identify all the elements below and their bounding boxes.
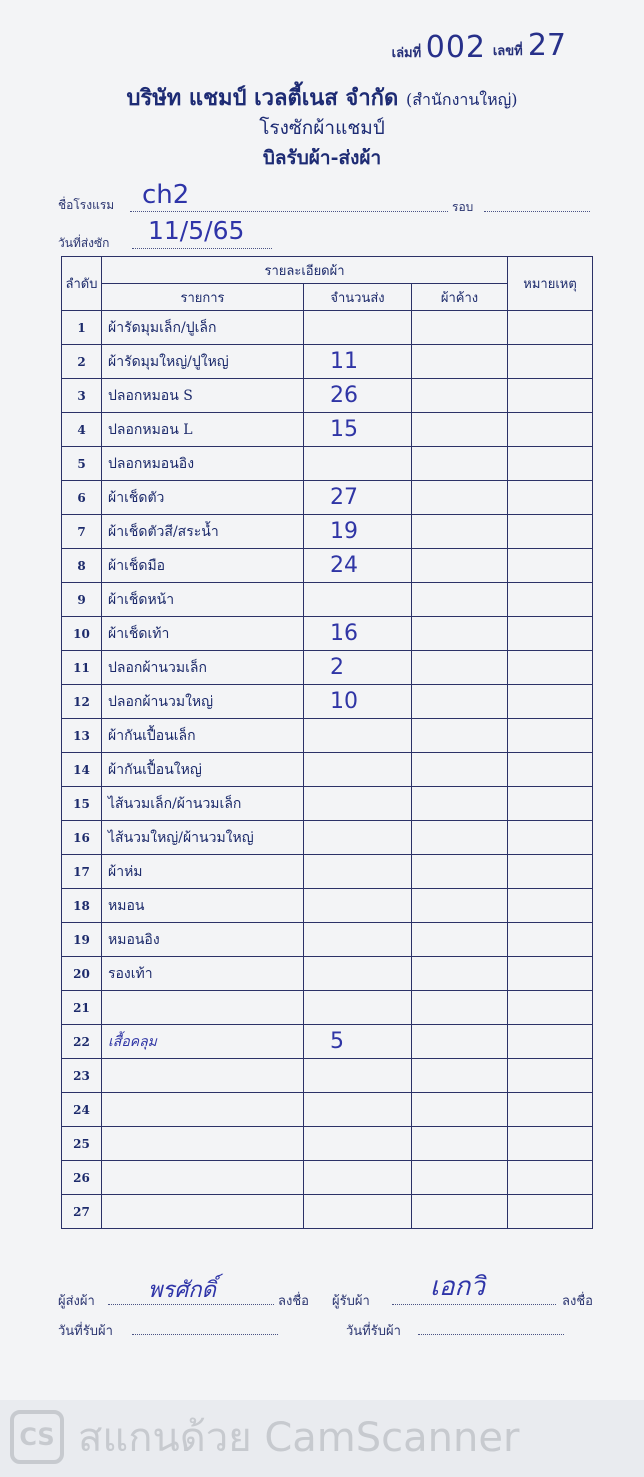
- receiver-sign-label: ลงชื่อ: [562, 1294, 593, 1309]
- row-qty[interactable]: 15: [304, 413, 412, 447]
- row-pending[interactable]: [412, 1093, 508, 1127]
- hotel-line: [130, 211, 448, 212]
- table-row: [62, 583, 593, 617]
- row-pending[interactable]: [412, 1025, 508, 1059]
- table-row: [62, 515, 593, 549]
- row-remark[interactable]: [508, 515, 593, 549]
- header-pending: ผ้าค้าง: [412, 284, 508, 311]
- row-qty[interactable]: [304, 1195, 412, 1229]
- row-item: ผ้ารัดมุมใหญ่/ปูใหญ่: [102, 345, 304, 379]
- row-remark[interactable]: [508, 991, 593, 1025]
- row-remark[interactable]: [508, 1059, 593, 1093]
- row-number: 27: [62, 1195, 102, 1229]
- row-item: ปลอกผ้านวมใหญ่: [102, 685, 304, 719]
- row-number: 22: [62, 1025, 102, 1059]
- row-pending[interactable]: [412, 379, 508, 413]
- row-pending[interactable]: [412, 447, 508, 481]
- row-qty[interactable]: 16: [304, 617, 412, 651]
- row-item: [102, 1059, 304, 1093]
- row-qty[interactable]: 26: [304, 379, 412, 413]
- table-row: [62, 447, 593, 481]
- row-item: ผ้ากันเปื้อนใหญ่: [102, 753, 304, 787]
- row-pending[interactable]: [412, 855, 508, 889]
- date-label: วันที่ส่งซัก: [58, 236, 110, 250]
- row-pending[interactable]: [412, 685, 508, 719]
- row-item: ปลอกหมอน L: [102, 413, 304, 447]
- row-number: 11: [62, 651, 102, 685]
- document-number-value: 27: [527, 28, 566, 63]
- row-remark[interactable]: [508, 345, 593, 379]
- row-remark[interactable]: [508, 651, 593, 685]
- row-pending[interactable]: [412, 515, 508, 549]
- table-row: [62, 855, 593, 889]
- book-number-label: เล่มที่: [391, 46, 422, 61]
- company-name: [0, 80, 644, 115]
- row-qty[interactable]: [304, 991, 412, 1025]
- row-pending[interactable]: [412, 991, 508, 1025]
- row-item: ผ้าเช็ดตัว: [102, 481, 304, 515]
- round-label: รอบ: [452, 200, 474, 214]
- header-remark: หมายเหตุ: [508, 257, 593, 311]
- row-remark[interactable]: [508, 889, 593, 923]
- row-pending[interactable]: [412, 311, 508, 345]
- table-row: [62, 1059, 593, 1093]
- row-qty[interactable]: [304, 957, 412, 991]
- row-remark[interactable]: [508, 719, 593, 753]
- row-number: 14: [62, 753, 102, 787]
- row-item: ผ้าเช็ดมือ: [102, 549, 304, 583]
- row-number: 18: [62, 889, 102, 923]
- row-number: 16: [62, 821, 102, 855]
- row-item: ไส้นวมเล็ก/ผ้านวมเล็ก: [102, 787, 304, 821]
- row-item: [102, 1161, 304, 1195]
- row-remark[interactable]: [508, 1025, 593, 1059]
- row-number: 6: [62, 481, 102, 515]
- hotel-label: ชื่อโรงแรม: [58, 198, 115, 212]
- row-item: [102, 1195, 304, 1229]
- receive-date-line: [132, 1334, 278, 1335]
- sender-label: ผู้ส่งผ้า: [58, 1294, 95, 1309]
- row-number: 4: [62, 413, 102, 447]
- row-number: 13: [62, 719, 102, 753]
- table-row: [62, 719, 593, 753]
- sender-signature[interactable]: พรศักดิ์: [148, 1278, 216, 1303]
- row-qty[interactable]: [304, 787, 412, 821]
- sender-sign-label: ลงชื่อ: [278, 1294, 309, 1309]
- row-pending[interactable]: [412, 1195, 508, 1229]
- row-remark[interactable]: [508, 583, 593, 617]
- row-remark[interactable]: [508, 787, 593, 821]
- row-qty[interactable]: 19: [304, 515, 412, 549]
- row-pending[interactable]: [412, 345, 508, 379]
- header-qty: จำนวนส่ง: [304, 284, 412, 311]
- table-body: [62, 311, 593, 1229]
- table-row: [62, 651, 593, 685]
- row-qty[interactable]: [304, 923, 412, 957]
- company-name-text: บริษัท แชมป์ เวลตี้เนส จำกัด: [126, 85, 399, 111]
- row-qty[interactable]: 10: [304, 685, 412, 719]
- row-number: 10: [62, 617, 102, 651]
- row-item: หมอนอิง: [102, 923, 304, 957]
- table-row: [62, 1195, 593, 1229]
- row-remark[interactable]: [508, 821, 593, 855]
- row-number: 3: [62, 379, 102, 413]
- row-number: 7: [62, 515, 102, 549]
- camscanner-watermark: [10, 1404, 634, 1470]
- row-remark[interactable]: [508, 617, 593, 651]
- row-item: ปลอกหมอนอิง: [102, 447, 304, 481]
- book-number-value: 002: [425, 30, 486, 65]
- row-qty[interactable]: 11: [304, 345, 412, 379]
- row-qty[interactable]: [304, 821, 412, 855]
- row-number: 1: [62, 311, 102, 345]
- row-number: 21: [62, 991, 102, 1025]
- row-qty[interactable]: [304, 889, 412, 923]
- row-item: ไส้นวมใหญ่/ผ้านวมใหญ่: [102, 821, 304, 855]
- row-pending[interactable]: [412, 923, 508, 957]
- row-item: หมอน: [102, 889, 304, 923]
- row-pending[interactable]: [412, 1059, 508, 1093]
- row-item: [102, 991, 304, 1025]
- watermark-text: สแกนด้วย CamScanner: [78, 1415, 520, 1461]
- camscanner-logo-icon: CS: [10, 1410, 64, 1464]
- row-remark[interactable]: [508, 1127, 593, 1161]
- row-item: ผ้าห่ม: [102, 855, 304, 889]
- row-remark[interactable]: [508, 923, 593, 957]
- receive-date-label-2: วันที่รับผ้า: [346, 1324, 401, 1339]
- table-row: [62, 379, 593, 413]
- row-qty[interactable]: [304, 1059, 412, 1093]
- row-item: เสื้อคลุม: [102, 1025, 304, 1059]
- date-line: [132, 248, 272, 249]
- row-qty[interactable]: 5: [304, 1025, 412, 1059]
- row-qty[interactable]: 27: [304, 481, 412, 515]
- row-remark[interactable]: [508, 855, 593, 889]
- row-qty[interactable]: [304, 719, 412, 753]
- row-number: 19: [62, 923, 102, 957]
- header-no: ลำดับ: [62, 257, 102, 311]
- row-remark[interactable]: [508, 413, 593, 447]
- table-row: [62, 787, 593, 821]
- row-remark[interactable]: [508, 685, 593, 719]
- row-qty[interactable]: 2: [304, 651, 412, 685]
- row-number: 24: [62, 1093, 102, 1127]
- row-qty[interactable]: [304, 1161, 412, 1195]
- row-number: 23: [62, 1059, 102, 1093]
- row-remark[interactable]: [508, 447, 593, 481]
- row-number: 5: [62, 447, 102, 481]
- row-item: ผ้าเช็ดตัวสี/สระน้ำ: [102, 515, 304, 549]
- hotel-value[interactable]: ch2: [142, 180, 190, 210]
- document-number: [493, 28, 566, 63]
- book-number: [392, 30, 486, 65]
- table-row: [62, 957, 593, 991]
- row-number: 26: [62, 1161, 102, 1195]
- table-row: [62, 617, 593, 651]
- table-row: [62, 1161, 593, 1195]
- row-remark[interactable]: [508, 957, 593, 991]
- row-qty[interactable]: [304, 311, 412, 345]
- table-row: [62, 345, 593, 379]
- receive-date-label: วันที่รับผ้า: [58, 1324, 113, 1339]
- row-number: 20: [62, 957, 102, 991]
- row-pending[interactable]: [412, 957, 508, 991]
- row-qty[interactable]: [304, 447, 412, 481]
- table-row: [62, 685, 593, 719]
- row-pending[interactable]: [412, 889, 508, 923]
- row-pending[interactable]: [412, 413, 508, 447]
- row-number: 17: [62, 855, 102, 889]
- row-item: ผ้าเช็ดเท้า: [102, 617, 304, 651]
- row-pending[interactable]: [412, 549, 508, 583]
- company-branch: (สำนักงานใหญ่): [405, 90, 518, 109]
- row-remark[interactable]: [508, 1195, 593, 1229]
- row-item: ปลอกหมอน S: [102, 379, 304, 413]
- receive-date-line-2: [418, 1334, 564, 1335]
- row-remark[interactable]: [508, 549, 593, 583]
- bill-title: บิลรับผ้า-ส่งผ้า: [262, 147, 382, 169]
- row-qty[interactable]: [304, 583, 412, 617]
- receiver-label: ผู้รับผ้า: [332, 1294, 370, 1309]
- row-pending[interactable]: [412, 617, 508, 651]
- row-number: 25: [62, 1127, 102, 1161]
- table-row: [62, 991, 593, 1025]
- table-row: [62, 1093, 593, 1127]
- row-qty[interactable]: [304, 1093, 412, 1127]
- row-pending[interactable]: [412, 821, 508, 855]
- row-qty[interactable]: [304, 1127, 412, 1161]
- date-value[interactable]: 11/5/65: [148, 216, 245, 245]
- row-remark[interactable]: [508, 753, 593, 787]
- row-pending[interactable]: [412, 1127, 508, 1161]
- header-detail: รายละเอียดผ้า: [102, 257, 508, 284]
- round-line: [484, 211, 590, 212]
- table-row: [62, 311, 593, 345]
- row-remark[interactable]: [508, 379, 593, 413]
- row-pending[interactable]: [412, 583, 508, 617]
- laundry-table: [61, 256, 593, 1229]
- table-row: [62, 1025, 593, 1059]
- row-number: 15: [62, 787, 102, 821]
- row-pending[interactable]: [412, 1161, 508, 1195]
- row-qty[interactable]: [304, 753, 412, 787]
- row-item: ผ้ากันเปื้อนเล็ก: [102, 719, 304, 753]
- row-pending[interactable]: [412, 787, 508, 821]
- row-number: 9: [62, 583, 102, 617]
- row-item: ผ้ารัดมุมเล็ก/ปูเล็ก: [102, 311, 304, 345]
- table-row: [62, 1127, 593, 1161]
- table-row: [62, 753, 593, 787]
- row-item: ปลอกผ้านวมเล็ก: [102, 651, 304, 685]
- row-number: 8: [62, 549, 102, 583]
- header-item: รายการ: [102, 284, 304, 311]
- row-remark[interactable]: [508, 1161, 593, 1195]
- row-remark[interactable]: [508, 311, 593, 345]
- row-pending[interactable]: [412, 719, 508, 753]
- row-qty[interactable]: 24: [304, 549, 412, 583]
- row-item: [102, 1093, 304, 1127]
- table-row: [62, 481, 593, 515]
- table-row: [62, 923, 593, 957]
- table-row: [62, 413, 593, 447]
- row-item: ผ้าเช็ดหน้า: [102, 583, 304, 617]
- row-number: 12: [62, 685, 102, 719]
- factory-name: โรงซักผ้าแชมป์: [259, 117, 385, 139]
- table-row: [62, 821, 593, 855]
- row-remark[interactable]: [508, 1093, 593, 1127]
- table-row: [62, 889, 593, 923]
- row-remark[interactable]: [508, 481, 593, 515]
- row-item: [102, 1127, 304, 1161]
- row-pending[interactable]: [412, 481, 508, 515]
- row-pending[interactable]: [412, 753, 508, 787]
- row-number: 2: [62, 345, 102, 379]
- row-item: รองเท้า: [102, 957, 304, 991]
- row-pending[interactable]: [412, 651, 508, 685]
- receiver-signature[interactable]: เอกวิ: [430, 1272, 485, 1302]
- row-qty[interactable]: [304, 855, 412, 889]
- document-number-label: เลขที่: [492, 44, 523, 59]
- table-row: [62, 549, 593, 583]
